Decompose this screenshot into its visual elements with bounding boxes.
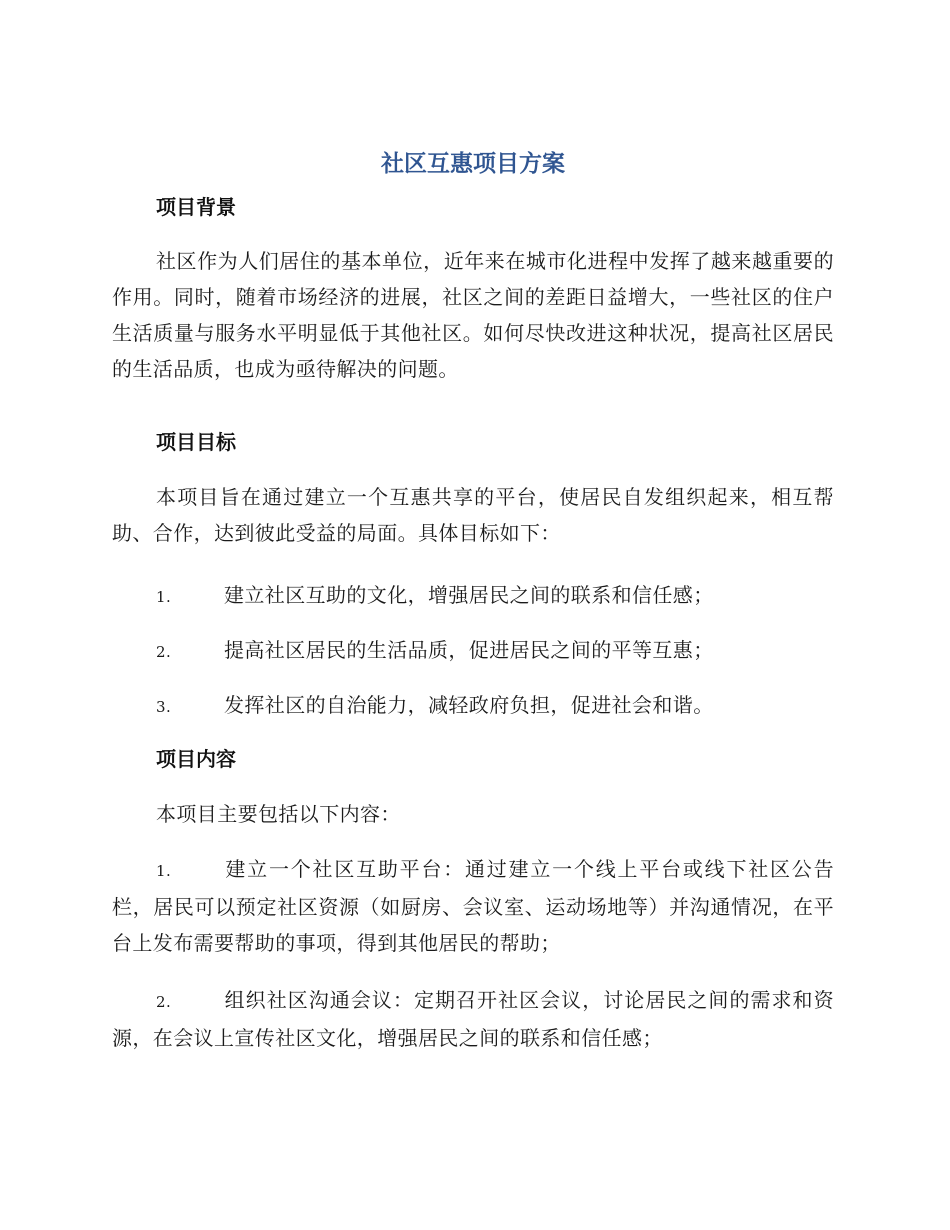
list-item-text: 提高社区居民的生活品质，促进居民之间的平等互惠；	[224, 638, 714, 662]
list-number: 1.	[156, 862, 172, 880]
document-title: 社区互惠项目方案	[381, 151, 565, 177]
goals-list-item	[112, 632, 834, 670]
content-list-item	[112, 851, 834, 961]
goals-list-item	[112, 577, 834, 615]
list-number: 2.	[156, 993, 172, 1011]
background-paragraph: 社区作为人们居住的基本单位，近年来在城市化进程中发挥了越来越重要的作用。同时，随着市场经济的进展，社区之间的差距日益增大，一些社区的住户生活质量与服务水平明显低于其他社区。如何尽快改进这种状况，提高社区居民的生活品质，也成为亟待解决的问题。	[112, 249, 834, 381]
section-heading-goals: 项目目标	[156, 430, 236, 454]
section-heading-background: 项目背景	[156, 195, 236, 219]
list-item-text: 发挥社区的自治能力，减轻政府负担，促进社会和谐。	[224, 693, 714, 717]
section-heading-content: 项目内容	[156, 747, 236, 771]
goals-intro-paragraph: 本项目旨在通过建立一个互惠共享的平台，使居民自发组织起来，相互帮助、合作，达到彼此受益的局面。具体目标如下：	[112, 485, 834, 545]
list-item-text: 建立一个社区互助平台：通过建立一个线上平台或线下社区公告栏，居民可以预定社区资源（如厨房、会议室、运动场地等）并沟通情况，在平台上发布需要帮助的事项，得到其他居民的帮助；	[112, 857, 834, 955]
list-number: 2.	[156, 643, 172, 661]
document-page	[112, 0, 834, 1230]
list-number: 1.	[156, 588, 172, 606]
content-intro-paragraph: 本项目主要包括以下内容：	[156, 802, 401, 826]
list-item-text: 建立社区互助的文化，增强居民之间的联系和信任感；	[224, 583, 714, 607]
list-number: 3.	[156, 698, 172, 716]
content-list-item	[112, 982, 834, 1056]
goals-list-item	[112, 687, 834, 725]
list-item-text: 组织社区沟通会议：定期召开社区会议，讨论居民之间的需求和资源，在会议上宣传社区文化，增强居民之间的联系和信任感；	[112, 988, 834, 1050]
